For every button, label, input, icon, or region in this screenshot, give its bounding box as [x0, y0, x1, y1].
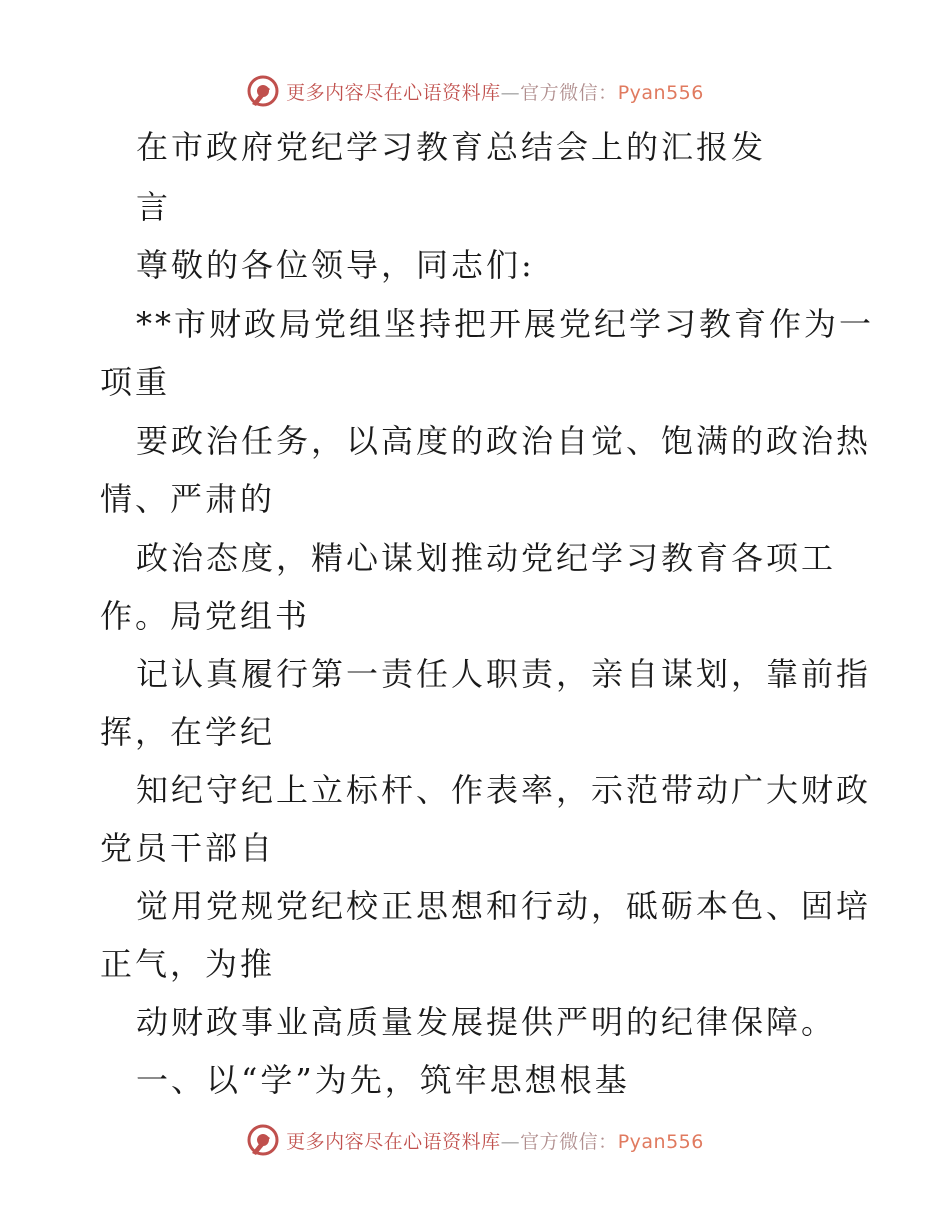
doc-text-line: 正气，为推 — [100, 945, 276, 983]
watermark-text: 更多内容尽在心语资料库—官方微信：Pyan556 — [286, 1130, 704, 1153]
doc-section-heading: 一、以“学”为先，筑牢思想根基 — [136, 1061, 630, 1099]
doc-title-line-1: 在市政府党纪学习教育总结会上的汇报发 — [136, 128, 767, 166]
doc-text-line: 作。局党组书 — [100, 597, 311, 635]
doc-text-line: 要政治任务，以高度的政治自觉、饱满的政治热 — [136, 422, 872, 460]
footer-watermark — [0, 1120, 950, 1160]
header-watermark — [0, 71, 950, 111]
doc-text-line: 挥，在学纪 — [100, 713, 276, 751]
doc-text-line: 项重 — [100, 363, 171, 401]
doc-text-line: **市财政局党组坚持把开展党纪学习教育作为一 — [136, 305, 875, 343]
doc-text-line: 知纪守纪上立标杆、作表率，示范带动广大财政 — [136, 771, 872, 809]
doc-salutation: 尊敬的各位领导，同志们: — [136, 246, 535, 284]
pen-logo-icon — [246, 74, 280, 108]
doc-text-line: 情、严肃的 — [100, 480, 276, 518]
doc-text-line: 政治态度，精心谋划推动党纪学习教育各项工 — [136, 539, 837, 577]
doc-text-line: 记认真履行第一责任人职责，亲自谋划，靠前指 — [136, 655, 872, 693]
doc-text-line: 觉用党规党纪校正思想和行动，砥砺本色、固培 — [136, 887, 872, 925]
pen-logo-icon — [246, 1123, 280, 1157]
doc-text-line: 党员干部自 — [100, 829, 276, 867]
watermark-text: 更多内容尽在心语资料库—官方微信：Pyan556 — [286, 81, 704, 104]
doc-text-line: 动财政事业高质量发展提供严明的纪律保障。 — [136, 1003, 837, 1041]
doc-title-line-2: 言 — [136, 188, 172, 226]
